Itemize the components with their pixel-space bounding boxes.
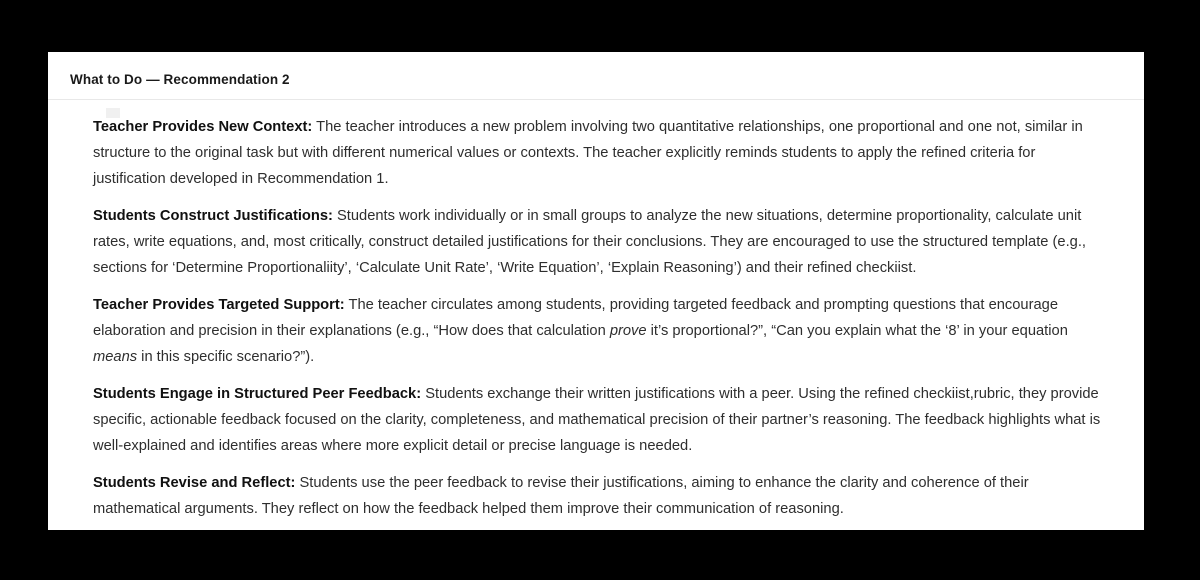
card-body (48, 100, 1144, 530)
recommendation-step-paragraph (93, 470, 1104, 522)
step-label: Students Construct Justifications: (93, 208, 333, 224)
step-body-text: it’s proportional?”, “Can you explain what the ‘8’ in your equation (646, 323, 1068, 339)
recommendation-step-paragraph (93, 292, 1104, 370)
step-body-text: Students use the peer feedback to revise their justifications, aiming to enhance the clarity and coherence of their mathematical arguments. They reflect on how the feedback helped them improve their communication of reasoning. (93, 475, 1029, 517)
step-body-text: Students exchange their written justifications with a peer. Using the refined checkiist,rubric, they provide specific, actionable feedback focused on the clarity, completeness, and mathematical precision of their partner’s reasoning. The feedback highlights what is well-explained and identifies areas where more explicit detail or precise language is needed. (93, 386, 1101, 454)
recommendation-step-paragraph (93, 203, 1104, 281)
step-body-text: The teacher introduces a new problem involving two quantitative relationships, one proportional and one not, similar in structure to the original task but with different numerical values or contexts. The teacher explicitly reminds students to apply the refined criteria for justification developed in Recommendation 1. (93, 119, 1083, 187)
card-corner-marker (106, 108, 120, 118)
step-label: Teacher Provides New Context: (93, 119, 313, 135)
step-body-text: in this specific scenario?”). (137, 349, 315, 365)
step-label: Students Revise and Reflect: (93, 475, 296, 491)
recommendation-card (48, 52, 1144, 530)
step-label: Teacher Provides Targeted Support: (93, 297, 345, 313)
emphasized-text: prove (609, 323, 647, 339)
recommendation-step-paragraph (93, 114, 1104, 192)
step-label: Students Engage in Structured Peer Feedback: (93, 386, 422, 402)
recommendation-step-paragraph (93, 381, 1104, 459)
card-header (48, 52, 1144, 100)
step-body-text: The teacher circulates among students, providing targeted feedback and prompting questions that encourage elaboration and precision in their explanations (e.g., “How does that calculation (93, 297, 1058, 339)
emphasized-text: means (93, 349, 138, 365)
page-title: What to Do — Recommendation 2 (70, 72, 290, 87)
step-body-text: Students work individually or in small groups to analyze the new situations, determine proportionality, calculate unit rates, write equations, and, most critically, construct detailed justifications for their conclusions. They are encouraged to use the structured template (e.g., sections for ‘Determine Proportionaliity’, ‘Calculate Unit Rate’, ‘Write Equation’, ‘Explain Reasoning’) and their refined checkiist. (93, 208, 1086, 276)
